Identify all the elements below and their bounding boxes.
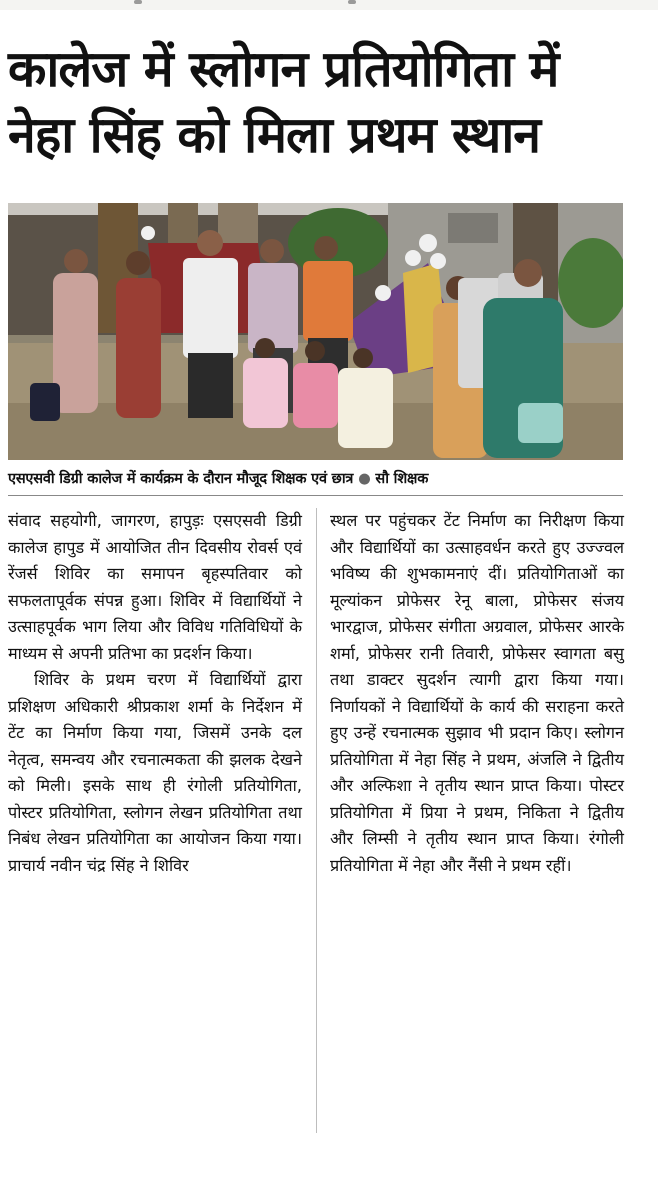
group-photo-image xyxy=(8,203,623,460)
headline-line-2: नेहा सिंह को मिला प्रथम स्थान xyxy=(8,106,541,164)
article-paragraph-2: शिविर के प्रथम चरण में विद्यार्थियों द्वारा प्रशिक्षण अधिकारी श्रीप्रकाश शर्मा के निर्देशन में टेंट का निर्माण किया गया, जिसमें उनके दल नेतृत्व, समन्वय और रचनात्मकता की झलक देखने को मिली। इसके साथ ही रंगोली प्रतियोगिता, पोस्टर प्रतियोगिता, स्लोगन लेखन प्रतियोगिता तथा निबंध लेखन प्रतियोगिता का आयोजन किया गया। प्राचार्य नवीन चंद्र सिंह ने शिविर xyxy=(8,670,302,875)
caption-divider xyxy=(8,495,623,496)
article-column-left xyxy=(8,508,302,879)
clipping-top-edge xyxy=(0,0,658,10)
photo-caption xyxy=(8,468,628,488)
article-paragraph-3: स्थल पर पहुंचकर टेंट निर्माण का निरीक्षण किया और विद्यार्थियों का उत्साहवर्धन करते हुए उज्ज्वल भविष्य की शुभकामनाएं दीं। प्रतियोगिताओं का मूल्यांकन प्रोफेसर रेनू बाला, प्रोफेसर संजय भारद्वाज, प्रोफेसर संगीता अग्रवाल, प्रोफेसर आरके शर्मा, प्रोफेसर रानी तिवारी, प्रोफेसर स्वागता बसु तथा डाक्टर सुदर्शन त्यागी द्वारा किया गया। निर्णायकों ने विद्यार्थियों के कार्य की सराहना करते हुए उन्हें रचनात्मक सुझाव भी प्रदान किए। स्लोगन प्रतियोगिता में नेहा सिंह ने प्रथम, अंजलि ने द्वितीय और अल्फिशा ने तृतीय स्थान प्राप्त किया। पोस्टर प्रतियोगिता में प्रिया ने प्रथम, निकिता ने द्वितीय और लिम्सी ने तृतीय स्थान प्राप्त किया। रंगोली प्रतियोगिता में नेहा और नैंसी ने प्रथम रहीं। xyxy=(330,511,624,875)
group-photo xyxy=(8,203,623,460)
column-divider xyxy=(316,508,317,1133)
caption-credit: सौ शिक्षक xyxy=(375,471,429,487)
caption-text: एसएसवी डिग्री कालेज में कार्यक्रम के दौरान मौजूद शिक्षक एवं छात्र xyxy=(8,471,354,487)
headline-line-1: कालेज में स्लोगन प्रतियोगिता में xyxy=(8,40,559,98)
article-paragraph-1: संवाद सहयोगी, जागरण, हापुड़ः एसएसवी डिग्री कालेज हापुड में आयोजित तीन दिवसीय रोवर्स एवं रेंजर्स शिविर का समापन बृहस्पतिवार को सफलतापूर्वक संपन्न हुआ। शिविर में विद्यार्थियों ने उत्साहपूर्वक भाग लिया और विविध गतिविधियों के माध्यम से अपनी प्रतिभा का प्रदर्शन किया। xyxy=(8,511,302,663)
caption-separator: ● xyxy=(358,471,371,487)
article-column-right xyxy=(330,508,624,879)
headline xyxy=(8,36,648,168)
